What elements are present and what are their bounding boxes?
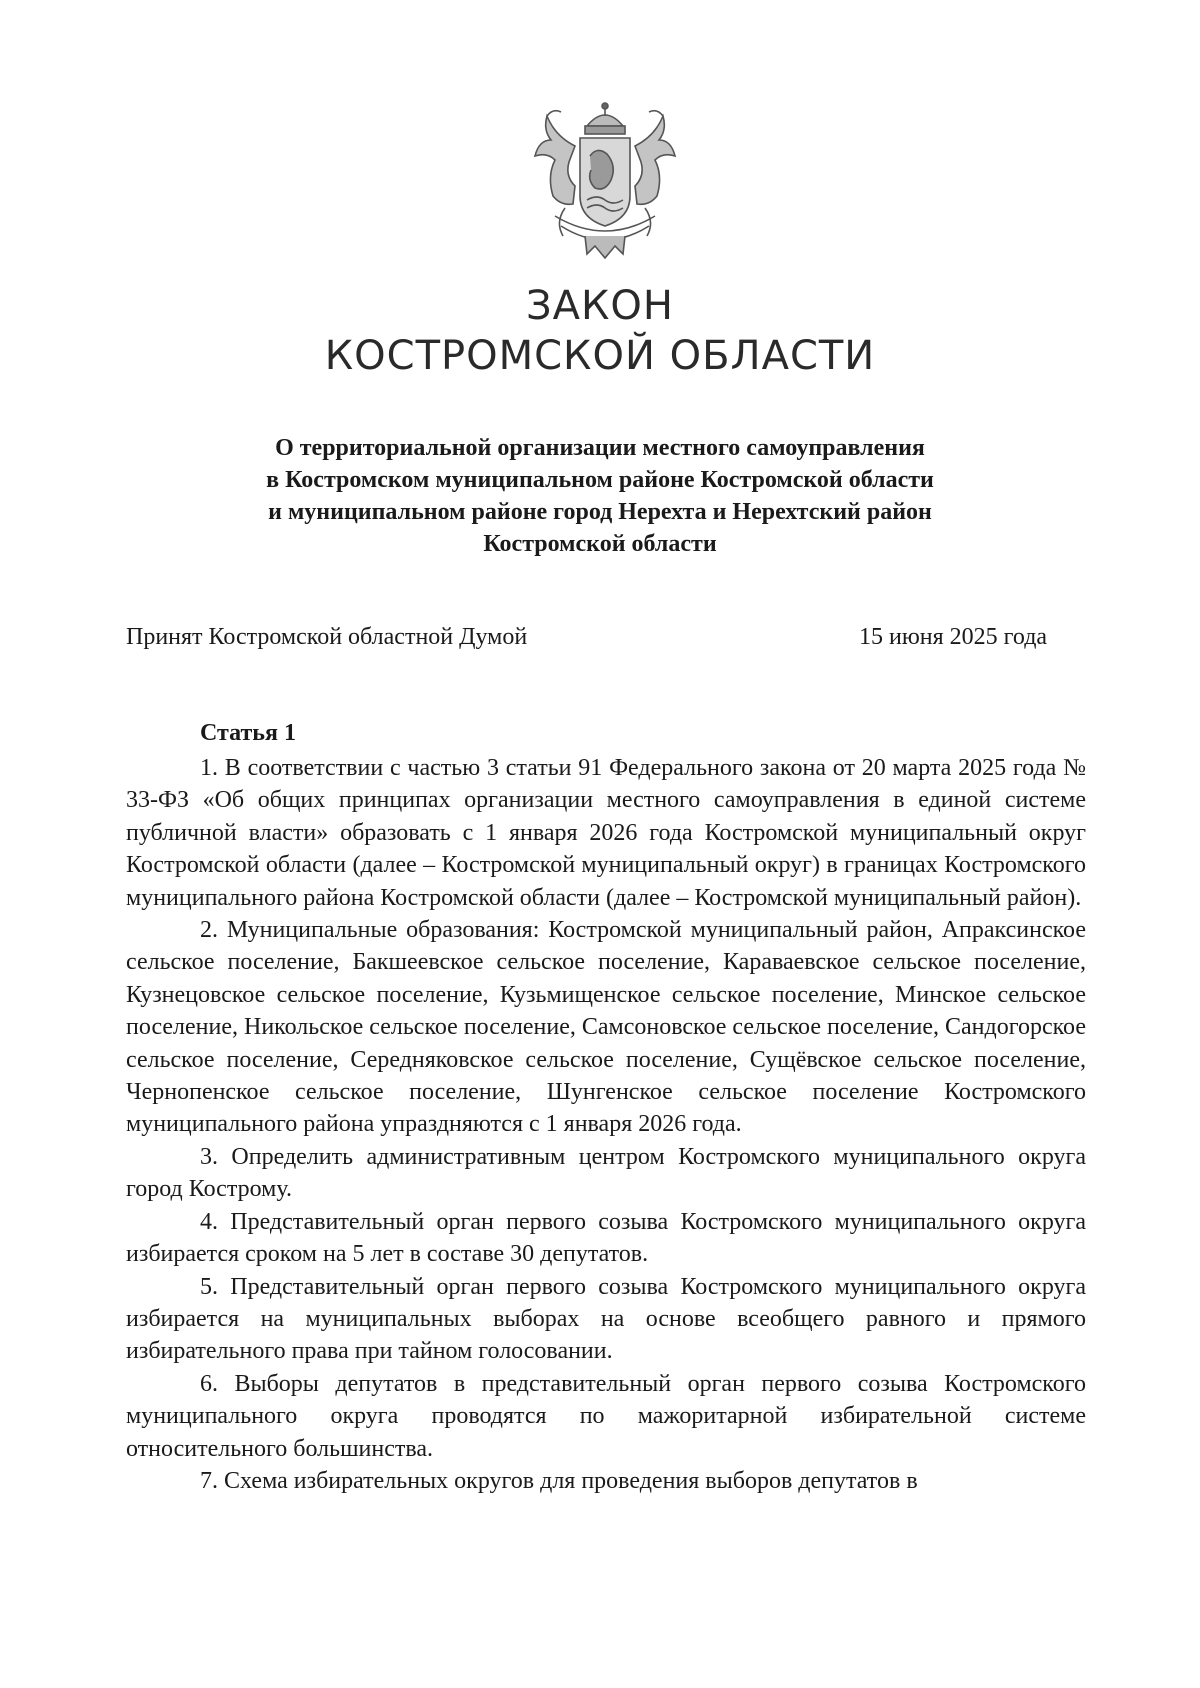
law-title-line2: КОСТРОМСКОЙ ОБЛАСТИ bbox=[324, 333, 876, 379]
paragraph: 6. Выборы депутатов в представительный орган первого созыва Костромского муниципального округа проводятся по мажоритарной избирательной системе относительного большинства. bbox=[126, 1370, 1086, 1462]
subject-line: Костромской области bbox=[483, 531, 717, 557]
paragraph: 2. Муниципальные образования: Костромской муниципальный район, Апраксинское сельское поселение, Бакшеевское сельское поселение, Караваевское сельское поселение, Кузнецовское сельское поселение, Кузьмищенское сельское поселение, Минское сельское поселение, Никольское сельское поселение, Самсоновское сельское поселение, Сандогорское сельское поселение, Середняковское сельское поселение, Сущёвское сельское поселение, Чернопенское сельское поселение, Шунгенское сельское поселение Костромского муниципального района упраздняются с 1 января 2026 года. bbox=[126, 917, 1086, 1138]
subject-line: О территориальной организации местного самоуправления bbox=[275, 435, 925, 461]
adopted-date: 15 июня 2025 года bbox=[859, 624, 1048, 650]
adopted-by: Принят Костромской областной Думой bbox=[126, 624, 528, 650]
law-title-line1: ЗАКОН bbox=[526, 283, 674, 329]
subject-line: и муниципальном районе город Нерехта и Нерехтский район bbox=[268, 499, 932, 525]
paragraph: 4. Представительный орган первого созыва Костромского муниципального округа избирается сроком на 5 лет в составе 30 депутатов. bbox=[126, 1208, 1086, 1268]
paragraph: 1. В соответствии с частью 3 статьи 91 Федерального закона от 20 марта 2025 года № 33-ФЗ «Об общих принципах организации местного самоуправления в единой системе публичной власти» образовать с 1 января 2026 года Костромской муниципальный округ Костромской области (далее – Костромской муниципальный округ) в границах Костромского муниципального района Костромской области (далее – Костромской муниципальный район). bbox=[126, 755, 1086, 911]
article-body bbox=[126, 752, 1086, 1497]
coat-of-arms-icon bbox=[525, 96, 685, 266]
article-heading: Статья 1 bbox=[200, 720, 296, 746]
law-subject bbox=[160, 432, 1040, 560]
paragraph: 7. Схема избирательных округов для проведения выборов депутатов в bbox=[200, 1467, 918, 1494]
subject-line: в Костромском муниципальном районе Костромской области bbox=[266, 467, 934, 493]
paragraph: 3. Определить административным центром Костромского муниципального округа город Кострому. bbox=[126, 1143, 1086, 1203]
paragraph: 5. Представительный орган первого созыва Костромского муниципального округа избирается на муниципальных выборах на основе всеобщего равного и прямого избирательного права при тайном голосовании. bbox=[126, 1273, 1086, 1365]
